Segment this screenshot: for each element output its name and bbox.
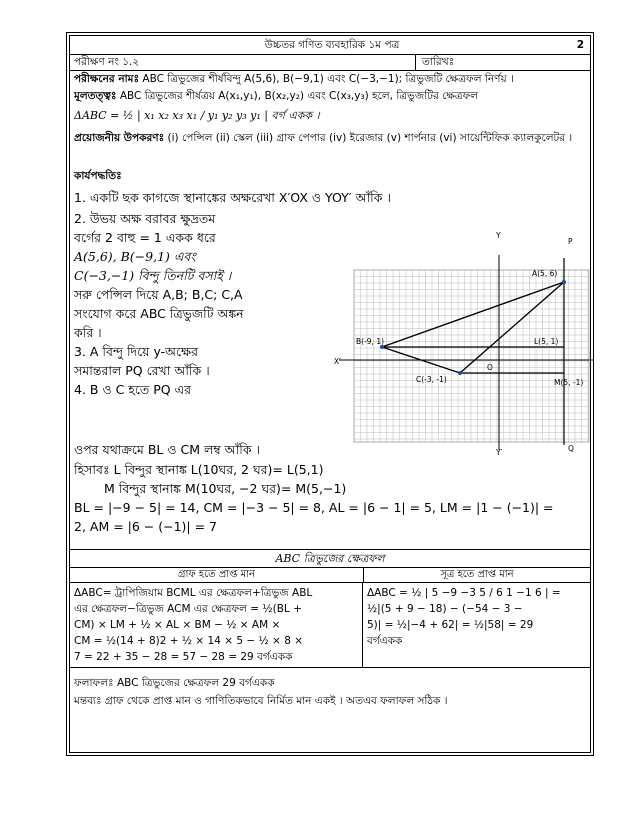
step-line: সমান্তরাল PQ রেখা আঁকি । bbox=[74, 363, 210, 378]
calc-line: হিসাবঃ L বিন্দুর স্থানাঙ্ক L(10ঘর, 2 ঘর)= L(5,1) bbox=[74, 462, 324, 477]
step-line: 2. উভয় অক্ষ বরাবর ক্ষুদ্রতম bbox=[74, 211, 216, 226]
label-c: C(-3, -1) bbox=[416, 375, 447, 384]
cell-line: ΔABC= ট্রাপিজিয়াম BCML এর ক্ষেত্রফল+ত্রিভুজ ABL bbox=[74, 587, 313, 599]
step-line: বর্গের 2 বাহু = 1 একক ধরে bbox=[74, 230, 216, 245]
label-y-prime: Y′ bbox=[496, 448, 503, 455]
equipment-label: প্রয়োজনীয় উপকরণঃ bbox=[74, 132, 165, 144]
title-text: ABC ত্রিভুজের শীর্ষবিন্দু A(5,6), B(−9,1) এবং C(−3,−1); ত্রিভুজটি ক্ষেত্রফল নির্ণয় । bbox=[142, 73, 514, 85]
title-label: পরীক্ষনের নামঃ bbox=[74, 73, 140, 85]
area-formula: ΔABC = ½ | x₁ x₂ x₃ x₁ / y₁ y₂ y₃ y₁ | বর্গ একক । bbox=[74, 109, 320, 122]
step-line: করি । bbox=[74, 325, 102, 340]
step-line: 3. A বিন্দু দিয়ে y-অক্ষের bbox=[74, 344, 199, 359]
experiment-title bbox=[70, 72, 590, 87]
label-a: A(5, 6) bbox=[532, 269, 558, 278]
label-l: L(5, 1) bbox=[534, 337, 559, 346]
label-p: P bbox=[568, 237, 573, 246]
graph-shapes bbox=[380, 258, 566, 445]
sub-header bbox=[70, 54, 590, 71]
table-body bbox=[70, 583, 590, 667]
calc-line: M বিন্দুর স্থানাঙ্ক M(10ঘর, −2 ঘর)= M(5,−1) bbox=[104, 481, 347, 496]
remark-line: মন্তব্যঃ গ্রাফ থেকে প্রাপ্ত মান ও গাণিতিকভাবে নির্মিত মান একই । অতএব ফলাফল সঠিক । bbox=[74, 695, 448, 707]
formula-value-cell bbox=[363, 583, 590, 667]
cell-line: 7 = 22 + 35 − 28 = 57 − 28 = 29 বর্গএকক bbox=[74, 651, 293, 663]
header-title: উচ্চতর গণিত ব্যবহারিক ১ম পত্র bbox=[264, 39, 400, 51]
label-o: O bbox=[487, 363, 493, 372]
step-line: C(−3,−1) বিন্দু তিনটি বসাই । bbox=[74, 268, 232, 283]
col2-header: সূত্র হতে প্রাপ্ত মান bbox=[440, 569, 514, 580]
coordinate-graph bbox=[294, 230, 594, 455]
cell-line: ½|(5 + 9 − 18) − (−54 − 3 − bbox=[367, 603, 523, 615]
cell-line: CM = ½(14 + 8)2 + ½ × 14 × 5 − ½ × 8 × bbox=[74, 635, 304, 647]
triangle-abc bbox=[382, 282, 564, 373]
date-label: তারিখঃ bbox=[422, 56, 455, 68]
graph-labels bbox=[334, 231, 583, 455]
table-title: ABC ত্রিভুজের ক্ষেত্রফল bbox=[70, 550, 590, 568]
page-frame bbox=[66, 32, 594, 756]
calc-line: BL = |−9 − 5| = 14, CM = |−3 − 5| = 8, AL = |6 − 1| = 5, LM = |1 − (−1)| = bbox=[74, 500, 554, 515]
cell-line: CM) × LM + ½ × AL × BM − ½ × AM × bbox=[74, 619, 281, 631]
col1-header: গ্রাফ হতে প্রাপ্ত মান bbox=[70, 568, 364, 582]
step-line: সংযোগ করে ABC ত্রিভুজটি অঙ্কন bbox=[74, 306, 244, 321]
experiment-number: পরীক্ষণ নং ১.২ bbox=[74, 56, 140, 68]
calc-line: 2, AM = |6 − (−1)| = 7 bbox=[74, 519, 218, 534]
theory-text: ABC ত্রিভুজের শীর্ষত্রয় A(x₁,y₁), B(x₂,y₂) এবং C(x₃,y₃) হলে, ত্রিভুজটির ক্ষেত্রফল bbox=[119, 90, 479, 102]
label-b: B(-9, 1) bbox=[356, 337, 385, 346]
equipment bbox=[70, 131, 590, 163]
calculation bbox=[70, 460, 590, 536]
label-q: Q bbox=[568, 444, 574, 453]
label-y: Y bbox=[496, 231, 501, 240]
table-header-row bbox=[70, 568, 590, 583]
label-x-prime: X′ bbox=[334, 357, 341, 366]
procedure-heading: কার্যপদ্ধতিঃ bbox=[74, 170, 122, 182]
point-c bbox=[458, 371, 462, 375]
theory-line bbox=[70, 89, 590, 104]
cell-line: এর ক্ষেত্রফল−ত্রিভুজ ACM এর ক্ষেত্রফল = ½(BL + bbox=[74, 603, 302, 615]
cell-line: ΔABC = ½ | 5 −9 −3 5 / 6 1 −1 6 | = bbox=[367, 587, 561, 599]
cell-line: 5)| = ½|−4 + 62| = ½|58| = 29 bbox=[367, 619, 534, 631]
graph-value-cell bbox=[70, 583, 363, 667]
point-a bbox=[562, 280, 566, 284]
result-line: ফলাফলঃ ABC ত্রিভুজের ক্ষেত্রফল 29 বর্গএকক bbox=[74, 677, 275, 689]
cell-line: বর্গএকক bbox=[367, 635, 403, 647]
step-line: সরু পেন্সিল দিয়ে A,B; B,C; C,A bbox=[74, 287, 243, 302]
equipment-text: (i) পেন্সিল (ii) স্কেল (iii) গ্রাফ পেপার (iv) ইরেজার (v) শার্পনার (vi) সায়েন্টিফিক ক্যালকুলেটর । bbox=[167, 132, 573, 144]
step-1: 1. একটি ছক কাগজে স্থানাঙ্কের অক্ষরেখা X′OX ও YOY′ আঁকি । bbox=[74, 190, 391, 205]
graph-grid bbox=[354, 270, 589, 442]
step-line: ওপর যথাক্রমে BL ও CM লম্ব আঁকি । bbox=[74, 442, 261, 457]
step-line: A(5,6), B(−9,1) এবং bbox=[74, 249, 196, 264]
grid-border bbox=[354, 270, 589, 442]
page-number: 2 bbox=[576, 39, 584, 51]
step-line: 4. B ও C হতে PQ এর bbox=[74, 382, 192, 397]
theory-label: মূলতত্ত্বঃ bbox=[74, 90, 117, 102]
page-header bbox=[70, 36, 590, 55]
procedure-steps bbox=[70, 209, 299, 399]
label-m: M(5, -1) bbox=[554, 378, 584, 387]
area-table bbox=[70, 549, 590, 668]
